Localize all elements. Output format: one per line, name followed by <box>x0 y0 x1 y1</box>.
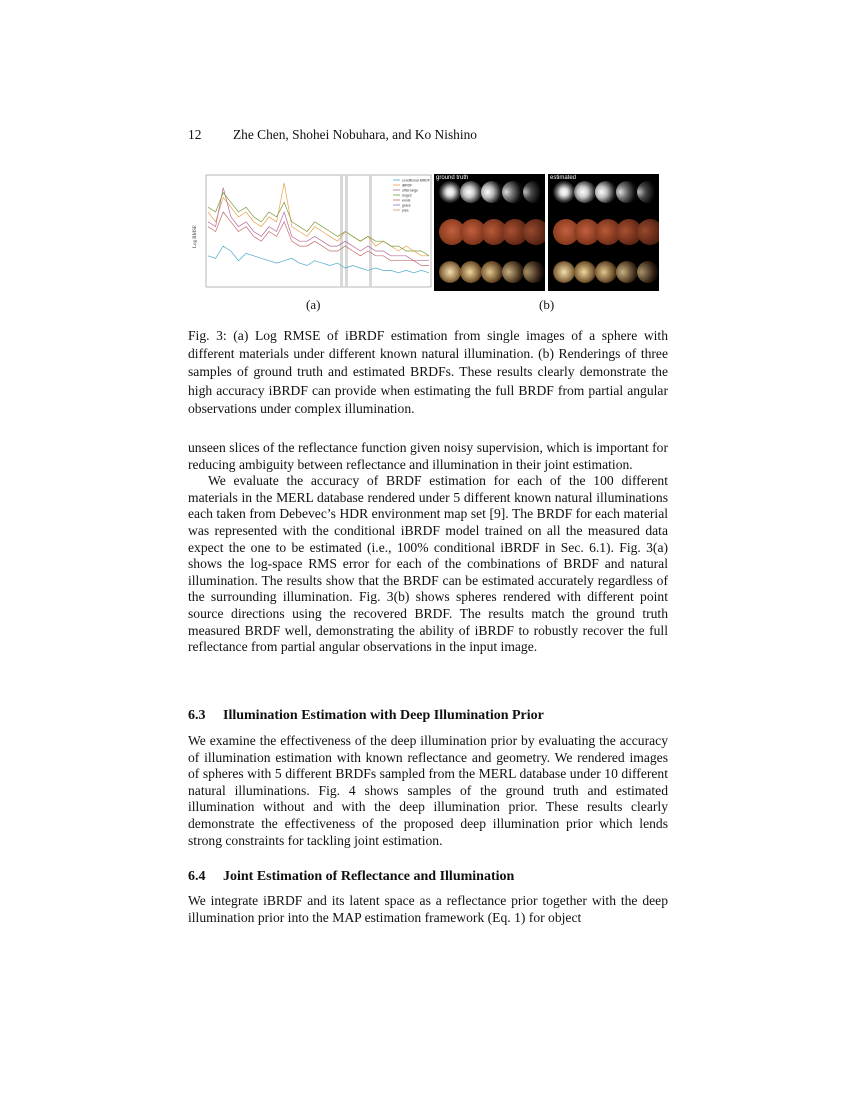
sphere <box>595 261 617 283</box>
section-title: Illumination Estimation with Deep Illumination Prior <box>223 708 544 723</box>
sphere <box>523 181 545 203</box>
sphere <box>439 181 461 203</box>
legend-label: grace <box>402 203 411 208</box>
figure-caption: Fig. 3: (a) Log RMSE of iBRDF estimation from single images of a sphere with different materials under different known natural illumination. (b) Renderings of three samples of ground truth and estimated BRDFs. These results clearly demonstrate the high accuracy iBRDF can provide when estimating the full BRDF from partial angular observations under complex illumination. <box>188 328 668 416</box>
ground-truth-panel <box>434 174 545 291</box>
sphere-row-red <box>434 214 545 251</box>
sphere-row-gold <box>548 254 659 291</box>
legend-label: doge2 <box>402 193 412 198</box>
paragraph: We integrate iBRDF and its latent space as a reflectance prior together with the deep illumination prior into the MAP estimation framework (Eq. 1) for object <box>188 893 668 925</box>
legend-label: uffizi-large <box>402 188 419 193</box>
sublabel-a: (a) <box>306 297 321 312</box>
sphere <box>553 181 575 203</box>
chart-svg <box>188 170 434 293</box>
paragraph: We examine the effectiveness of the deep illumination prior by evaluating the accuracy of illumination estimation with known reflectance and geometry. We rendered images of spheres with 5 different BRDFs sampled from the MERL database under 10 different natural illuminations. Fig. 4 shows samples of the ground truth and estimated illumination without and with the deep illumination prior. These results clearly demonstrate the effectiveness of the proposed deep illumination prior which lends strong constraints for tackling joint estimation. <box>188 733 668 848</box>
section-number: 6.3 <box>188 708 206 723</box>
sphere <box>616 181 638 203</box>
sphere <box>637 181 659 203</box>
sphere <box>616 261 638 283</box>
estimated-panel <box>548 174 659 291</box>
figure-3 <box>188 170 668 293</box>
y-axis-label: Log RMSE <box>193 225 198 248</box>
paragraph: unseen slices of the reflectance function given noisy supervision, which is important for reducing ambiguity between reflectance and illumination in their joint estimation. <box>188 440 668 472</box>
section-6-3-text <box>188 733 668 849</box>
section-heading-6-4 <box>188 869 514 885</box>
sphere <box>460 261 482 283</box>
sphere <box>523 219 545 245</box>
sphere <box>595 181 617 203</box>
sphere <box>523 261 545 283</box>
highlight-band <box>345 175 348 287</box>
section-heading-6-3 <box>188 708 544 724</box>
sphere <box>574 181 596 203</box>
legend-label: pisa <box>402 208 409 213</box>
running-header <box>188 127 668 145</box>
sphere <box>502 181 524 203</box>
sphere <box>460 181 482 203</box>
sphere-row-red <box>548 214 659 251</box>
body-paragraphs <box>188 440 668 656</box>
log-rmse-chart <box>188 170 434 293</box>
paragraph: We evaluate the accuracy of BRDF estimation for each of the 100 different materials in the MERL database rendered under 5 different known natural illuminations each taken from Debevec’s HDR environment map set [9]. The BRDF for each material was represented with the conditional iBRDF model trained on all the measured data expect the one to be estimated (i.e., 100% conditional iBRDF in Sec. 6.1). Fig. 3(a) shows the log-space RMS error for each of the combinations of BRDF and natural illumination. The results show that the BRDF can be estimated accurately regardless of the surrounding illumination. Fig. 3(b) shows spheres rendered with different point source directions using the recovered BRDF. The results match the ground truth measured BRDF well, demonstrating the ability of iBRDF to robustly recover the full reflectance from partial angular observations in the input image. <box>188 473 668 655</box>
ground-truth-label: ground truth <box>436 175 469 181</box>
sphere <box>439 261 461 283</box>
legend-label: iBRDF <box>402 183 413 188</box>
sphere <box>481 261 503 283</box>
estimated-label: estimated <box>550 175 577 181</box>
authors: Zhe Chen, Shohei Nobuhara, and Ko Nishino <box>233 127 477 142</box>
section-6-4-text <box>188 893 668 926</box>
sphere <box>637 261 659 283</box>
page-number: 12 <box>188 127 202 142</box>
sphere <box>637 219 659 245</box>
legend-label: ennis <box>402 198 411 203</box>
sphere <box>502 261 524 283</box>
highlight-band <box>340 175 343 287</box>
sublabel-b: (b) <box>539 297 555 312</box>
sphere <box>553 261 575 283</box>
sphere <box>481 181 503 203</box>
legend-label: conditional iBRDF <box>402 178 431 183</box>
sphere <box>574 261 596 283</box>
rendered-spheres <box>434 174 660 291</box>
sphere-row-gold <box>434 254 545 291</box>
section-number: 6.4 <box>188 869 206 884</box>
section-title: Joint Estimation of Reflectance and Illumination <box>223 869 515 884</box>
